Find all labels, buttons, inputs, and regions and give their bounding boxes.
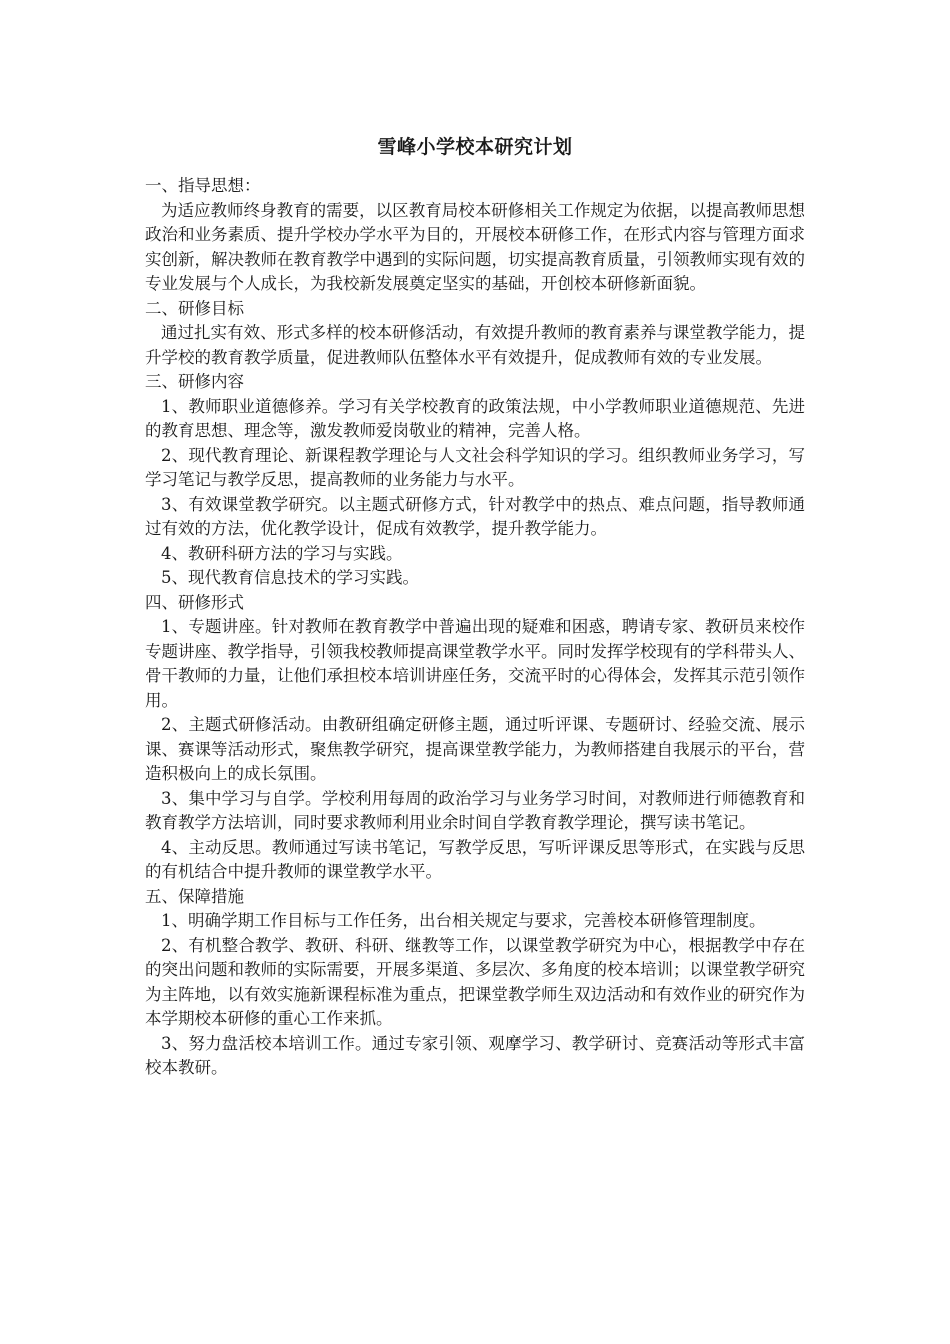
document-title: 雪峰小学校本研究计划 xyxy=(377,136,573,158)
paragraph: 3、有效课堂教学研究。以主题式研修方式，针对教学中的热点、难点问题，指导教师通过有效的方法，优化教学设计，促成有效教学，提升教学能力。 xyxy=(145,494,805,538)
section-safeguard-measures xyxy=(145,885,805,1081)
section-heading: 二、研修目标 xyxy=(145,298,244,318)
paragraph: 3、努力盘活校本培训工作。通过专家引领、观摩学习、教学研讨、竞赛活动等形式丰富校本教研。 xyxy=(145,1033,805,1077)
section-heading: 四、研修形式 xyxy=(145,592,244,612)
section-training-goals xyxy=(145,297,805,371)
paragraph: 3、集中学习与自学。学校利用每周的政治学习与业务学习时间，对教师进行师德教育和教育教学方法培训，同时要求教师利用业余时间自学教育教学理论，撰写读书笔记。 xyxy=(145,788,805,832)
section-training-forms xyxy=(145,591,805,885)
paragraph: 2、主题式研修活动。由教研组确定研修主题，通过听评课、专题研讨、经验交流、展示课、赛课等活动形式，聚焦教学研究，提高课堂教学能力，为教师搭建自我展示的平台，营造积极向上的成长氛围。 xyxy=(145,715,805,783)
section-training-content xyxy=(145,370,805,591)
paragraph: 为适应教师终身教育的需要，以区教育局校本研修相关工作规定为依据，以提高教师思想政治和业务素质、提升学校办学水平为目的，开展校本研修工作，在形式内容与管理方面求实创新，解决教师在教育教学中遇到的实际问题，切实提高教育质量，引领教师实现有效的专业发展与个人成长，为我校新发展奠定坚实的基础，开创校本研修新面貌。 xyxy=(145,200,805,293)
section-heading: 五、保障措施 xyxy=(145,886,244,906)
paragraph: 5、现代教育信息技术的学习实践。 xyxy=(161,568,419,587)
section-heading: 一、指导思想： xyxy=(145,176,261,195)
paragraph: 2、有机整合教学、教研、科研、继教等工作，以课堂教学研究为中心，根据教学中存在的突出问题和教师的实际需要，开展多渠道、多层次、多角度的校本培训；以课堂教学研究为主阵地，以有效实施新课程标准为重点，把课堂教学师生双边活动和有效作业的研究作为本学期校本研修的重心工作来抓。 xyxy=(145,935,805,1028)
paragraph: 1、教师职业道德修养。学习有关学校教育的政策法规，中小学教师职业道德规范、先进的教育思想、理念等，激发教师爱岗敬业的精神，完善人格。 xyxy=(145,396,805,440)
paragraph: 1、明确学期工作目标与工作任务，出台相关规定与要求，完善校本研修管理制度。 xyxy=(161,911,766,930)
section-guiding-ideology xyxy=(145,174,805,297)
paragraph: 4、教研科研方法的学习与实践。 xyxy=(161,543,403,563)
paragraph: 1、专题讲座。针对教师在教育教学中普遍出现的疑难和困惑，聘请专家、教研员来校作专题讲座、教学指导，引领我校教师提高课堂教学水平。同时发挥学校现有的学科带头人、骨干教师的力量，让他们承担校本培训讲座任务，交流平时的心得体会，发挥其示范引领作用。 xyxy=(145,617,805,710)
paragraph: 4、主动反思。教师通过写读书笔记，写教学反思，写听评课反思等形式，在实践与反思的有机结合中提升教师的课堂教学水平。 xyxy=(145,837,805,881)
paragraph: 2、现代教育理论、新课程教学理论与人文社会科学知识的学习。组织教师业务学习，写学习笔记与教学反思，提高教师的业务能力与水平。 xyxy=(145,445,805,489)
section-heading: 三、研修内容 xyxy=(145,372,244,391)
paragraph: 通过扎实有效、形式多样的校本研修活动，有效提升教师的教育素养与课堂教学能力，提升学校的教育教学质量，促进教师队伍整体水平有效提升，促成教师有效的专业发展。 xyxy=(145,323,805,367)
